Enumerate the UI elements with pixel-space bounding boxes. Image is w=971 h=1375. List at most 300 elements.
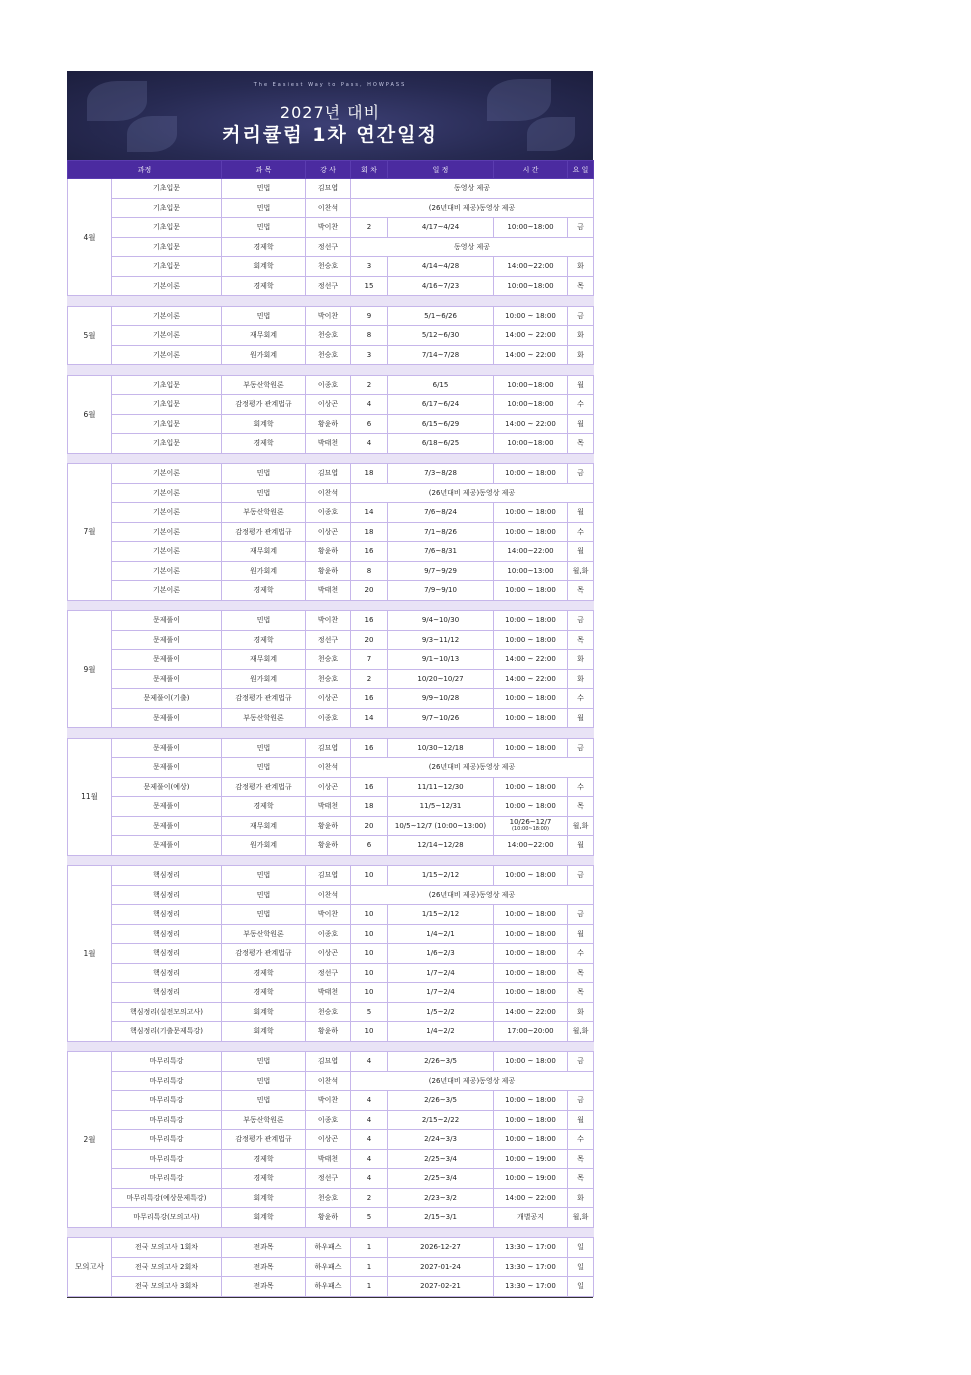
course-cell: 기초입문 xyxy=(112,198,222,218)
subject-cell: 감정평가 관계법규 xyxy=(222,777,306,797)
course-cell: 기본이론 xyxy=(112,483,222,503)
time-cell: 14:00 ~ 22:00 xyxy=(494,1002,568,1022)
day-cell: 금 xyxy=(568,738,594,758)
schedule-cell: 7/9~9/10 xyxy=(388,581,494,601)
table-row xyxy=(68,1071,594,1091)
schedule-cell: 2/15~2/22 xyxy=(388,1110,494,1130)
month-cell: 6월 xyxy=(68,375,112,453)
teacher-cell: 이상곤 xyxy=(306,522,351,542)
day-cell: 수 xyxy=(568,777,594,797)
teacher-cell: 김묘엽 xyxy=(306,464,351,484)
time-cell: 10:00 ~ 18:00 xyxy=(494,503,568,523)
count-cell: 16 xyxy=(351,777,388,797)
subject-cell: 회계학 xyxy=(222,1208,306,1228)
count-cell: 14 xyxy=(351,708,388,728)
course-cell: 기본이론 xyxy=(112,276,222,296)
group-separator xyxy=(68,855,594,866)
day-cell: 월,화 xyxy=(568,561,594,581)
subject-cell: 재무회계 xyxy=(222,542,306,562)
teacher-cell: 천승호 xyxy=(306,1002,351,1022)
teacher-cell: 이상곤 xyxy=(306,777,351,797)
course-cell: 전국 모의고사 3회차 xyxy=(112,1277,222,1297)
course-cell: 핵심정리 xyxy=(112,924,222,944)
course-cell: 기초입문 xyxy=(112,179,222,199)
day-cell: 금 xyxy=(568,464,594,484)
time-cell: 14:00 ~ 22:00 xyxy=(494,326,568,346)
course-cell: 마무리특강 xyxy=(112,1091,222,1111)
teacher-cell: 김묘엽 xyxy=(306,738,351,758)
day-cell: 월 xyxy=(568,414,594,434)
day-cell: 금 xyxy=(568,306,594,326)
schedule-cell: 2/25~3/4 xyxy=(388,1149,494,1169)
course-cell: 핵심정리 xyxy=(112,866,222,886)
teacher-cell: 박이찬 xyxy=(306,611,351,631)
subject-cell: 회계학 xyxy=(222,1188,306,1208)
table-row xyxy=(68,395,594,415)
schedule-cell: 6/18~6/25 xyxy=(388,434,494,454)
time-cell: 10:00 ~ 18:00 xyxy=(494,905,568,925)
header-count: 회 차 xyxy=(351,161,388,179)
day-cell: 화 xyxy=(568,345,594,365)
count-cell: 6 xyxy=(351,836,388,856)
schedule-cell: 9/9~10/28 xyxy=(388,689,494,709)
time-cell: 10:00 ~ 18:00 xyxy=(494,306,568,326)
table-row xyxy=(68,836,594,856)
table-row xyxy=(68,1188,594,1208)
count-cell: 4 xyxy=(351,1130,388,1150)
time-cell: 14:00 ~ 22:00 xyxy=(494,650,568,670)
subject-cell: 민법 xyxy=(222,218,306,238)
time-cell: 10:00 ~ 18:00 xyxy=(494,866,568,886)
course-cell: 기초입문 xyxy=(112,434,222,454)
course-cell: 마무리특강 xyxy=(112,1110,222,1130)
group-separator xyxy=(68,728,594,739)
course-cell: 핵심정리 xyxy=(112,963,222,983)
course-cell: 마무리특강 xyxy=(112,1169,222,1189)
teacher-cell: 박태천 xyxy=(306,1149,351,1169)
table-row xyxy=(68,689,594,709)
time-cell: 개별공지 xyxy=(494,1208,568,1228)
course-cell: 기본이론 xyxy=(112,326,222,346)
count-cell: 4 xyxy=(351,1169,388,1189)
table-row xyxy=(68,1052,594,1072)
course-cell: 문제풀이 xyxy=(112,669,222,689)
teacher-cell: 정선구 xyxy=(306,237,351,257)
teacher-cell: 이찬석 xyxy=(306,198,351,218)
time-cell: 14:00~22:00 xyxy=(494,836,568,856)
group-separator xyxy=(68,296,594,307)
schedule-cell: 11/5~12/31 xyxy=(388,797,494,817)
subject-cell: 경제학 xyxy=(222,276,306,296)
subject-cell: 전과목 xyxy=(222,1257,306,1277)
teacher-cell: 이상곤 xyxy=(306,944,351,964)
subject-cell: 민법 xyxy=(222,306,306,326)
table-row xyxy=(68,758,594,778)
time-cell: 14:00~22:00 xyxy=(494,257,568,277)
subject-cell: 경제학 xyxy=(222,983,306,1003)
table-row xyxy=(68,963,594,983)
bottom-rule xyxy=(67,1297,593,1298)
month-cell: 2월 xyxy=(68,1052,112,1228)
course-cell: 핵심정리(실전모의고사) xyxy=(112,1002,222,1022)
subject-cell: 부동산학원론 xyxy=(222,1110,306,1130)
schedule-cell: 7/6~8/24 xyxy=(388,503,494,523)
table-row xyxy=(68,561,594,581)
subject-cell: 경제학 xyxy=(222,581,306,601)
subject-cell: 원가회계 xyxy=(222,669,306,689)
table-row xyxy=(68,414,594,434)
teacher-cell: 천승호 xyxy=(306,1188,351,1208)
count-cell: 8 xyxy=(351,326,388,346)
schedule-cell: 2026-12-27 xyxy=(388,1238,494,1258)
table-row xyxy=(68,1110,594,1130)
table-row xyxy=(68,581,594,601)
subject-cell: 민법 xyxy=(222,1091,306,1111)
group-separator xyxy=(68,365,594,376)
schedule-table xyxy=(67,160,594,1297)
course-cell: 기본이론 xyxy=(112,306,222,326)
subject-cell: 재무회계 xyxy=(222,326,306,346)
course-cell: 기초입문 xyxy=(112,237,222,257)
group-separator xyxy=(68,1227,594,1238)
teacher-cell: 이종호 xyxy=(306,924,351,944)
day-cell: 목 xyxy=(568,630,594,650)
course-cell: 마무리특강 xyxy=(112,1130,222,1150)
table-row xyxy=(68,905,594,925)
course-cell: 기본이론 xyxy=(112,581,222,601)
schedule-cell: 9/7~10/26 xyxy=(388,708,494,728)
course-cell: 문제풀이 xyxy=(112,708,222,728)
time-cell: 10:00~18:00 xyxy=(494,375,568,395)
count-cell: 1 xyxy=(351,1257,388,1277)
schedule-cell: 7/6~8/31 xyxy=(388,542,494,562)
count-cell: 10 xyxy=(351,866,388,886)
time-cell: 14:00~22:00 xyxy=(494,542,568,562)
course-cell: 핵심정리 xyxy=(112,905,222,925)
time-cell: 10:00~18:00 xyxy=(494,276,568,296)
day-cell: 화 xyxy=(568,669,594,689)
teacher-cell: 황윤하 xyxy=(306,1022,351,1042)
table-row xyxy=(68,522,594,542)
teacher-cell: 이찬석 xyxy=(306,758,351,778)
day-cell: 목 xyxy=(568,276,594,296)
count-cell: 7 xyxy=(351,650,388,670)
subject-cell: 경제학 xyxy=(222,434,306,454)
course-cell: 핵심정리 xyxy=(112,885,222,905)
header-subject: 과 목 xyxy=(222,161,306,179)
day-cell: 월 xyxy=(568,503,594,523)
teacher-cell: 하우패스 xyxy=(306,1277,351,1297)
table-row xyxy=(68,218,594,238)
subject-cell: 원가회계 xyxy=(222,836,306,856)
time-cell: 13:30 ~ 17:00 xyxy=(494,1277,568,1297)
course-cell: 핵심정리 xyxy=(112,983,222,1003)
table-row xyxy=(68,630,594,650)
course-cell: 마무리특강 xyxy=(112,1149,222,1169)
time-cell: 10:00 ~ 18:00 xyxy=(494,611,568,631)
table-row xyxy=(68,326,594,346)
schedule-cell: 5/1~6/26 xyxy=(388,306,494,326)
separator-cell xyxy=(68,296,594,307)
schedule-cell: 4/14~4/28 xyxy=(388,257,494,277)
time-cell: 10:00 ~ 18:00 xyxy=(494,708,568,728)
table-row xyxy=(68,1022,594,1042)
day-cell: 목 xyxy=(568,983,594,1003)
course-cell: 기초입문 xyxy=(112,375,222,395)
teacher-cell: 이상곤 xyxy=(306,395,351,415)
course-cell: 기본이론 xyxy=(112,345,222,365)
course-cell: 문제풀이 xyxy=(112,797,222,817)
teacher-cell: 황윤하 xyxy=(306,1208,351,1228)
table-row xyxy=(68,1091,594,1111)
time-cell: 10:00~13:00 xyxy=(494,561,568,581)
schedule-cell: 2/26~3/5 xyxy=(388,1091,494,1111)
separator-cell xyxy=(68,365,594,376)
teacher-cell: 박이찬 xyxy=(306,218,351,238)
header-schedule: 일 정 xyxy=(388,161,494,179)
count-cell: 4 xyxy=(351,1110,388,1130)
teacher-cell: 정선구 xyxy=(306,963,351,983)
teacher-cell: 이상곤 xyxy=(306,1130,351,1150)
time-cell: 13:30 ~ 17:00 xyxy=(494,1238,568,1258)
note-cell: (26년대비 제공)동영상 제공 xyxy=(351,198,594,218)
course-cell: 문제풀이 xyxy=(112,630,222,650)
teacher-cell: 김묘엽 xyxy=(306,1052,351,1072)
month-cell: 7월 xyxy=(68,464,112,601)
time-sub: (10:00~18:00) xyxy=(512,825,549,832)
course-cell: 기본이론 xyxy=(112,464,222,484)
subject-cell: 민법 xyxy=(222,758,306,778)
header-banner xyxy=(67,71,593,160)
subject-cell: 민법 xyxy=(222,905,306,925)
day-cell: 월 xyxy=(568,542,594,562)
time-cell: 10:00~18:00 xyxy=(494,218,568,238)
table-row xyxy=(68,434,594,454)
subject-cell: 재무회계 xyxy=(222,650,306,670)
count-cell: 10 xyxy=(351,924,388,944)
count-cell: 4 xyxy=(351,434,388,454)
table-row xyxy=(68,1149,594,1169)
schedule-cell: 10/30~12/18 xyxy=(388,738,494,758)
table-row xyxy=(68,797,594,817)
day-cell: 수 xyxy=(568,944,594,964)
course-cell: 문제풀이(기출) xyxy=(112,689,222,709)
teacher-cell: 박태천 xyxy=(306,983,351,1003)
table-row xyxy=(68,345,594,365)
day-cell: 금 xyxy=(568,1052,594,1072)
day-cell: 일 xyxy=(568,1238,594,1258)
table-row xyxy=(68,306,594,326)
subject-cell: 원가회계 xyxy=(222,561,306,581)
time-cell: 10:00 ~ 19:00 xyxy=(494,1149,568,1169)
time-cell: 10:00 ~ 18:00 xyxy=(494,1110,568,1130)
schedule-cell: 4/17~4/24 xyxy=(388,218,494,238)
table-row xyxy=(68,1238,594,1258)
course-cell: 문제풀이 xyxy=(112,758,222,778)
schedule-cell: 2/23~3/2 xyxy=(388,1188,494,1208)
schedule-cell: 1/7~2/4 xyxy=(388,983,494,1003)
count-cell: 9 xyxy=(351,306,388,326)
subject-cell: 재무회계 xyxy=(222,816,306,836)
course-cell: 마무리특강(예상문제특강) xyxy=(112,1188,222,1208)
schedule-cell: 1/15~2/12 xyxy=(388,866,494,886)
separator-cell xyxy=(68,600,594,611)
table-row xyxy=(68,198,594,218)
schedule-cell: 1/15~2/12 xyxy=(388,905,494,925)
time-cell: 10:00 ~ 18:00 xyxy=(494,983,568,1003)
table-row xyxy=(68,1277,594,1297)
course-cell: 기본이론 xyxy=(112,561,222,581)
table-row xyxy=(68,1169,594,1189)
teacher-cell: 천승호 xyxy=(306,650,351,670)
subject-cell: 감정평가 관계법규 xyxy=(222,522,306,542)
count-cell: 16 xyxy=(351,542,388,562)
course-cell: 기초입문 xyxy=(112,395,222,415)
subject-cell: 민법 xyxy=(222,738,306,758)
schedule-cell: 6/15 xyxy=(388,375,494,395)
month-cell: 4월 xyxy=(68,179,112,296)
day-cell: 월,화 xyxy=(568,1208,594,1228)
day-cell: 수 xyxy=(568,395,594,415)
table-row xyxy=(68,944,594,964)
table-row xyxy=(68,1002,594,1022)
day-cell: 일 xyxy=(568,1277,594,1297)
subject-cell: 회계학 xyxy=(222,257,306,277)
teacher-cell: 천승호 xyxy=(306,326,351,346)
teacher-cell: 천승호 xyxy=(306,257,351,277)
day-cell: 화 xyxy=(568,257,594,277)
course-cell: 마무리특강(모의고사) xyxy=(112,1208,222,1228)
count-cell: 20 xyxy=(351,630,388,650)
teacher-cell: 박이찬 xyxy=(306,1091,351,1111)
day-cell: 금 xyxy=(568,866,594,886)
subject-cell: 감정평가 관계법규 xyxy=(222,395,306,415)
count-cell: 4 xyxy=(351,1091,388,1111)
teacher-cell: 하우패스 xyxy=(306,1257,351,1277)
table-row xyxy=(68,650,594,670)
subject-cell: 회계학 xyxy=(222,1002,306,1022)
subject-cell: 부동산학원론 xyxy=(222,924,306,944)
schedule-cell: 7/1~8/26 xyxy=(388,522,494,542)
count-cell: 10 xyxy=(351,963,388,983)
count-cell: 5 xyxy=(351,1208,388,1228)
schedule-cell: 2/15~3/1 xyxy=(388,1208,494,1228)
schedule-cell: 7/14~7/28 xyxy=(388,345,494,365)
teacher-cell: 이종호 xyxy=(306,503,351,523)
day-cell: 금 xyxy=(568,611,594,631)
day-cell: 월 xyxy=(568,836,594,856)
teacher-cell: 박태천 xyxy=(306,797,351,817)
count-cell: 4 xyxy=(351,395,388,415)
course-cell: 문제풀이 xyxy=(112,738,222,758)
table-row xyxy=(68,708,594,728)
course-cell: 전국 모의고사 2회차 xyxy=(112,1257,222,1277)
course-cell: 기초입문 xyxy=(112,414,222,434)
time-cell: 10:00 ~ 18:00 xyxy=(494,944,568,964)
subject-cell: 민법 xyxy=(222,885,306,905)
table-row xyxy=(68,237,594,257)
teacher-cell: 정선구 xyxy=(306,276,351,296)
time-cell: 10:00 ~ 18:00 xyxy=(494,1091,568,1111)
time-cell: 10:00 ~ 18:00 xyxy=(494,1130,568,1150)
time-cell: 10:00 ~ 18:00 xyxy=(494,777,568,797)
teacher-cell: 황윤하 xyxy=(306,561,351,581)
separator-cell xyxy=(68,1227,594,1238)
subject-cell: 민법 xyxy=(222,611,306,631)
course-cell: 핵심정리 xyxy=(112,944,222,964)
subject-cell: 경제학 xyxy=(222,797,306,817)
teacher-cell: 박이찬 xyxy=(306,306,351,326)
teacher-cell: 하우패스 xyxy=(306,1238,351,1258)
table-row xyxy=(68,1257,594,1277)
schedule-cell: 1/5~2/2 xyxy=(388,1002,494,1022)
subject-cell: 전과목 xyxy=(222,1277,306,1297)
table-row xyxy=(68,1208,594,1228)
teacher-cell: 정선구 xyxy=(306,1169,351,1189)
count-cell: 15 xyxy=(351,276,388,296)
day-cell: 목 xyxy=(568,797,594,817)
teacher-cell: 이종호 xyxy=(306,708,351,728)
table-header-row xyxy=(68,161,594,179)
table-row xyxy=(68,276,594,296)
schedule-cell: 12/14~12/28 xyxy=(388,836,494,856)
subject-cell: 경제학 xyxy=(222,1169,306,1189)
separator-cell xyxy=(68,855,594,866)
schedule-cell: 1/4~2/2 xyxy=(388,1022,494,1042)
count-cell: 18 xyxy=(351,522,388,542)
header-teacher: 강 사 xyxy=(306,161,351,179)
course-cell: 기본이론 xyxy=(112,503,222,523)
table-row xyxy=(68,924,594,944)
schedule-cell: 9/7~9/29 xyxy=(388,561,494,581)
day-cell: 수 xyxy=(568,1130,594,1150)
count-cell: 2 xyxy=(351,375,388,395)
note-cell: (26년대비 제공)동영상 제공 xyxy=(351,885,594,905)
count-cell: 16 xyxy=(351,738,388,758)
teacher-cell: 김묘엽 xyxy=(306,179,351,199)
count-cell: 10 xyxy=(351,983,388,1003)
count-cell: 10 xyxy=(351,944,388,964)
subject-cell: 경제학 xyxy=(222,1149,306,1169)
time-cell xyxy=(494,816,568,836)
table-row xyxy=(68,738,594,758)
teacher-cell: 김묘엽 xyxy=(306,866,351,886)
table-row xyxy=(68,464,594,484)
count-cell: 4 xyxy=(351,1149,388,1169)
course-cell: 문제풀이 xyxy=(112,611,222,631)
schedule-cell: 2/24~3/3 xyxy=(388,1130,494,1150)
subject-cell: 감정평가 관계법규 xyxy=(222,689,306,709)
month-cell: 모의고사 xyxy=(68,1238,112,1297)
subject-cell: 경제학 xyxy=(222,237,306,257)
teacher-cell: 황윤하 xyxy=(306,816,351,836)
banner-tagline: The Easiest Way to Pass, HOWPASS xyxy=(253,82,407,88)
count-cell: 2 xyxy=(351,218,388,238)
course-cell: 기초입문 xyxy=(112,257,222,277)
day-cell: 수 xyxy=(568,522,594,542)
time-cell: 14:00 ~ 22:00 xyxy=(494,669,568,689)
course-cell: 기본이론 xyxy=(112,542,222,562)
time-cell: 14:00 ~ 22:00 xyxy=(494,345,568,365)
schedule-cell: 2/26~3/5 xyxy=(388,1052,494,1072)
time-cell: 10:00 ~ 18:00 xyxy=(494,797,568,817)
count-cell: 14 xyxy=(351,503,388,523)
course-cell: 마무리특강 xyxy=(112,1071,222,1091)
subject-cell: 경제학 xyxy=(222,630,306,650)
teacher-cell: 이찬석 xyxy=(306,885,351,905)
count-cell: 18 xyxy=(351,797,388,817)
time-main: 10/26~12/7 xyxy=(509,817,552,826)
